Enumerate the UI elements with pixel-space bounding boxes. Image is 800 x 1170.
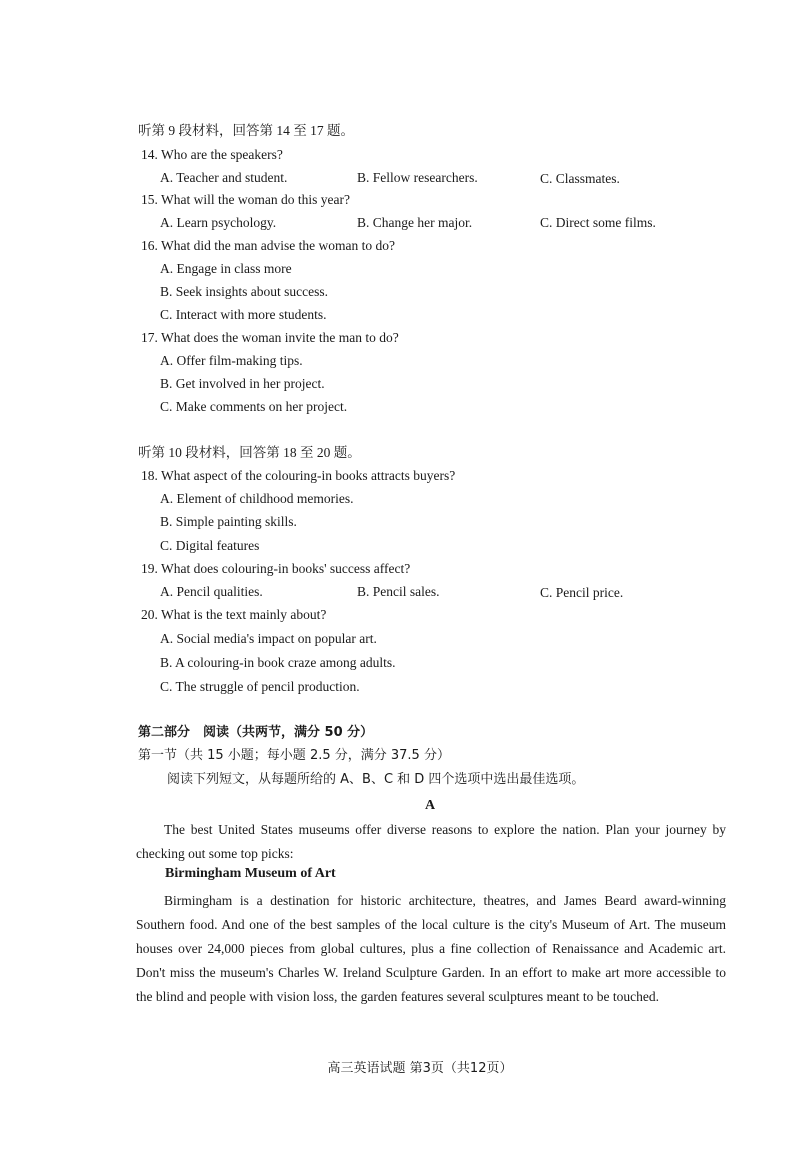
museum-paragraph-text: Birmingham is a destination for historic architecture, theatres, and James Beard award-winning Southern food. And one of the best samples of the local culture is the city's Museum of Art. The museum houses over 24,000 pieces from global cultures, plus a fine collection of Renaissance and Academic art. Don't miss the museum's Charles W. Ireland Sculpture Garden. In an effort to make art more accessible to the blind and people with vision loss, the garden features several sculptures meant to be touched. <box>136 893 726 1004</box>
question-16-stem: 16. What did the man advise the woman to do? <box>141 238 395 253</box>
question-20-stem: 20. What is the text mainly about? <box>141 607 327 622</box>
q19-option-b: B. Pencil sales. <box>357 584 440 599</box>
q18-option-a: A. Element of childhood memories. <box>160 491 354 506</box>
q17-option-b: B. Get involved in her project. <box>160 376 325 391</box>
q20-option-a: A. Social media's impact on popular art. <box>160 631 377 646</box>
q19-option-a: A. Pencil qualities. <box>160 584 263 599</box>
museum-paragraph <box>136 889 726 1009</box>
page-footer: 高三英语试题 第3页（共12页） <box>327 1061 513 1076</box>
passage-label: A <box>424 798 436 813</box>
q17-option-c: C. Make comments on her project. <box>160 399 348 414</box>
question-17-stem: 17. What does the woman invite the man to do? <box>141 330 399 345</box>
question-15-stem: 15. What will the woman do this year? <box>141 192 350 207</box>
passage-intro <box>136 818 726 866</box>
reading-instruction: 阅读下列短文，从每题所给的 A、B、C 和 D 四个选项中选出最佳选项。 <box>167 772 585 787</box>
q17-option-a: A. Offer film-making tips. <box>160 353 303 368</box>
q19-option-c: C. Pencil price. <box>540 585 624 600</box>
q16-option-c: C. Interact with more students. <box>160 307 327 322</box>
q20-option-c: C. The struggle of pencil production. <box>160 679 360 694</box>
part2-section1-heading: 第一节（共 15 小题；每小题 2.5 分，满分 37.5 分） <box>138 748 450 763</box>
q15-option-a: A. Learn psychology. <box>160 215 277 230</box>
q14-option-c: C. Classmates. <box>540 171 620 186</box>
q15-option-c: C. Direct some films. <box>540 215 656 230</box>
question-19-stem: 19. What does colouring-in books' success affect? <box>141 561 411 576</box>
q16-option-a: A. Engage in class more <box>160 261 292 276</box>
passage-intro-text: The best United States museums offer diverse reasons to explore the nation. Plan your journey by checking out some top picks: <box>136 822 726 861</box>
q16-option-b: B. Seek insights about success. <box>160 284 328 299</box>
q18-option-c: C. Digital features <box>160 538 260 553</box>
question-14-stem: 14. Who are the speakers? <box>141 147 283 162</box>
q14-option-b: B. Fellow researchers. <box>357 170 478 185</box>
q18-option-b: B. Simple painting skills. <box>160 514 297 529</box>
q14-option-a: A. Teacher and student. <box>160 170 288 185</box>
section10-header: 听第 10 段材料，回答第 18 至 20 题。 <box>138 445 361 460</box>
museum-title: Birmingham Museum of Art <box>165 866 336 881</box>
q20-option-b: B. A colouring-in book craze among adults. <box>160 655 396 670</box>
q15-option-b: B. Change her major. <box>357 215 473 230</box>
question-18-stem: 18. What aspect of the colouring-in books attracts buyers? <box>141 468 456 483</box>
part2-title: 第二部分 阅读（共两节，满分 50 分） <box>138 725 374 740</box>
section9-header: 听第 9 段材料，回答第 14 至 17 题。 <box>138 123 354 138</box>
